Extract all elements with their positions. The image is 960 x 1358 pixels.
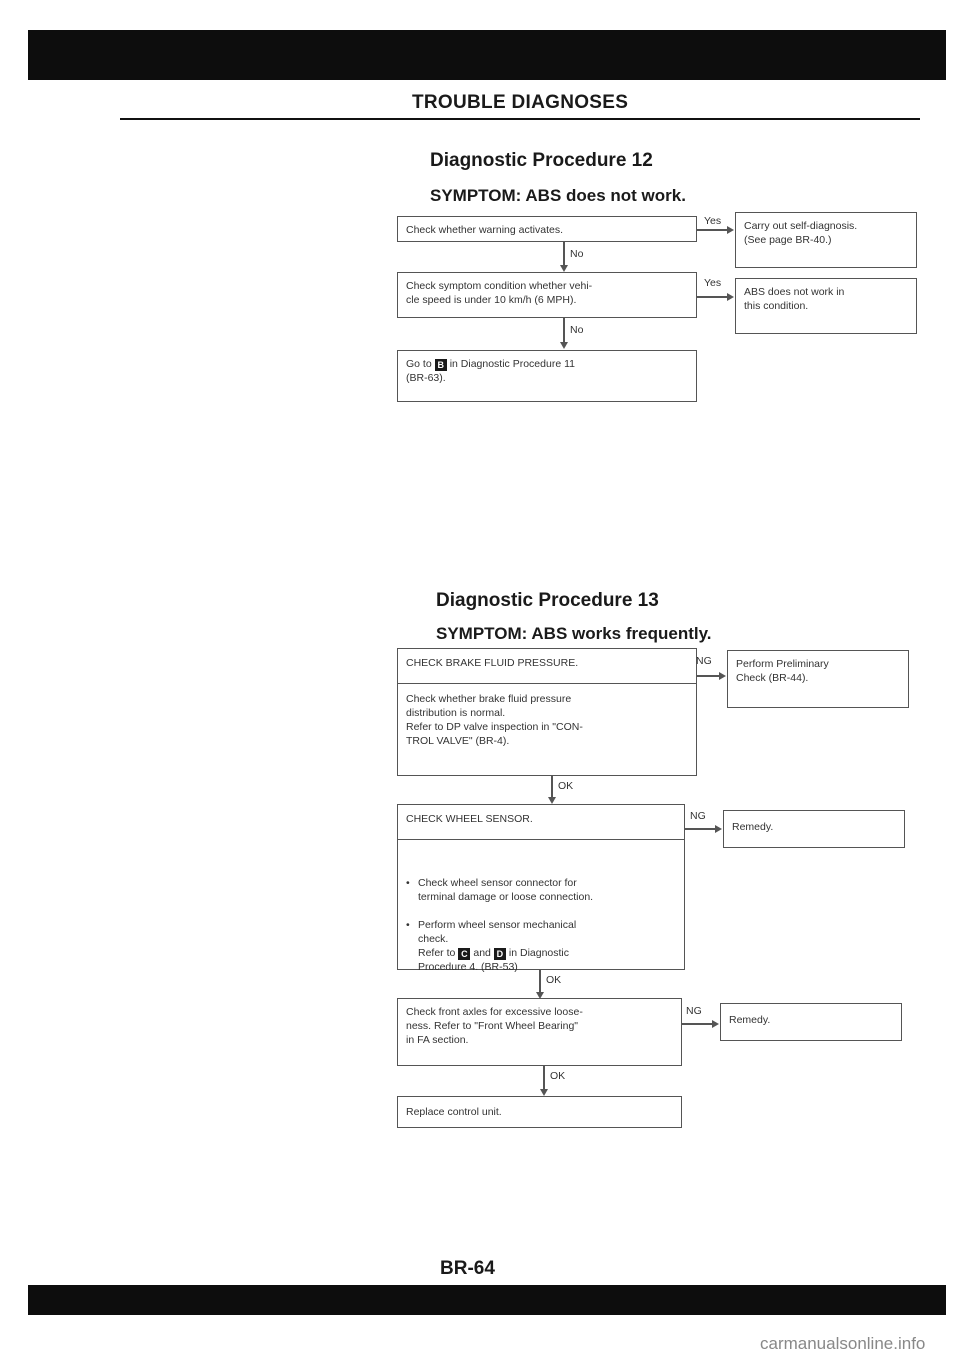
- p13-brake-fluid-body: Check whether brake fluid pressure distribution is normal. Refer to DP valve inspection in "CON- TROL VALVE" (BR-4).: [406, 693, 583, 747]
- p12-self-diagnosis-text: Carry out self-diagnosis. (See page BR-40.): [744, 220, 858, 246]
- p12-abs-not-work-text: ABS does not work in this condition.: [744, 286, 845, 312]
- p13-s1-ok-line: [551, 776, 553, 799]
- procedure-12-symptom: SYMPTOM: ABS does not work.: [430, 186, 686, 205]
- p13-wheel-sensor-header: CHECK WHEEL SENSOR.: [398, 805, 684, 840]
- bottom-black-bar: [28, 1285, 946, 1315]
- p13-s3-remedy-box: [720, 1003, 902, 1041]
- p13-s3-ng-label: NG: [686, 1005, 702, 1017]
- p12-goto-badge-b: B: [435, 359, 447, 371]
- p13-s2-remedy-text: Remedy.: [732, 821, 774, 833]
- p12-step1-no-label: No: [570, 248, 584, 260]
- p12-check-warning-text: Check whether warning activates.: [406, 224, 563, 236]
- p13-s2-ok-label: OK: [546, 974, 562, 986]
- p13-s3-ng-line: [682, 1023, 712, 1025]
- p13-s2-ok-line: [539, 970, 541, 994]
- p13-wheel-sensor-bullet-1: • Check wheel sensor connector for terminal damage or loose connection.: [406, 876, 676, 904]
- p13-ref-and: and: [473, 947, 491, 959]
- p13-s2-ng-label: NG: [690, 810, 706, 822]
- p12-goto-text: [406, 357, 688, 385]
- p12-step1-no-line: [563, 242, 565, 267]
- p13-preliminary-check-text: Perform Preliminary Check (BR-44).: [736, 658, 829, 684]
- p13-replace-unit-text: Replace control unit.: [406, 1106, 502, 1118]
- page-header-title: TROUBLE DIAGNOSES: [412, 92, 629, 113]
- procedure-12-title: Diagnostic Procedure 12: [430, 150, 653, 171]
- p13-s3-ok-label: OK: [550, 1070, 566, 1082]
- p12-speed-check-box: [397, 272, 697, 318]
- p13-badge-d: D: [494, 948, 506, 960]
- p13-s3-ng-arrow: [712, 1020, 719, 1028]
- header-rule: [120, 118, 920, 120]
- p13-s2-ng-line: [685, 828, 715, 830]
- p12-step2-no-arrow: [560, 342, 568, 349]
- p12-step2-yes-arrow: [727, 293, 734, 301]
- p13-s3-ok-arrow: [540, 1089, 548, 1096]
- p13-s1-ng-label: NG: [696, 655, 712, 667]
- p13-wheel-sensor-box: [397, 804, 685, 973]
- p13-s2-ng-arrow: [715, 825, 722, 833]
- p12-goto-suffix: in Diagnostic Procedure 11 (BR-63).: [406, 358, 575, 384]
- p13-front-axle-box: [397, 998, 682, 1066]
- p12-step1-yes-line: [697, 229, 727, 231]
- procedure-13-title: Diagnostic Procedure 13: [436, 590, 659, 611]
- p12-abs-not-work-box: [735, 278, 917, 334]
- p12-step2-yes-label: Yes: [704, 277, 722, 289]
- p13-ref-prefix: Refer to: [418, 947, 456, 959]
- p13-front-axle-text: Check front axles for excessive loose- ness. Refer to "Front Wheel Bearing" in FA section.: [406, 1006, 583, 1046]
- p12-step1-yes-arrow: [727, 226, 734, 234]
- p13-s2-remedy-box: [723, 810, 905, 848]
- p12-self-diagnosis-box: [735, 212, 917, 268]
- p12-check-warning-box: [397, 216, 697, 242]
- p12-step2-yes-line: [697, 296, 727, 298]
- p12-step1-no-arrow: [560, 265, 568, 272]
- p13-wheel-sensor-bullet-2: [406, 918, 676, 974]
- p13-s1-ok-label: OK: [558, 780, 574, 792]
- procedure-13-symptom: SYMPTOM: ABS works frequently.: [436, 624, 712, 643]
- p12-speed-check-text: Check symptom condition whether vehi- cle speed is under 10 km/h (6 MPH).: [406, 280, 593, 306]
- p13-preliminary-check-box: [727, 650, 909, 708]
- p13-s1-ok-arrow: [548, 797, 556, 804]
- p13-brake-fluid-box: [397, 648, 697, 776]
- top-black-bar: [28, 30, 946, 80]
- p13-brake-fluid-header: CHECK BRAKE FLUID PRESSURE.: [398, 649, 696, 684]
- p13-s3-ok-line: [543, 1066, 545, 1091]
- p13-s3-remedy-text: Remedy.: [729, 1014, 771, 1026]
- p13-s1-ng-line: [697, 675, 719, 677]
- page-number: BR-64: [440, 1258, 495, 1279]
- p13-wheel-sensor-bullet-2-text: Perform wheel sensor mechanical check.: [418, 919, 577, 945]
- p13-s1-ng-arrow: [719, 672, 726, 680]
- p12-goto-box: [397, 350, 697, 402]
- p13-ref-suffix: in Diagnostic Procedure 4. (BR-53): [418, 947, 570, 973]
- p13-replace-unit-box: [397, 1096, 682, 1128]
- p12-goto-prefix: Go to: [406, 358, 432, 370]
- p12-step2-no-line: [563, 318, 565, 344]
- p13-wheel-sensor-bullets: [406, 862, 676, 988]
- p13-badge-c: C: [458, 948, 470, 960]
- p12-step1-yes-label: Yes: [704, 215, 722, 227]
- p13-wheel-sensor-body: [398, 840, 684, 1008]
- watermark: carmanualsonline.info: [760, 1334, 926, 1353]
- p12-step2-no-label: No: [570, 324, 584, 336]
